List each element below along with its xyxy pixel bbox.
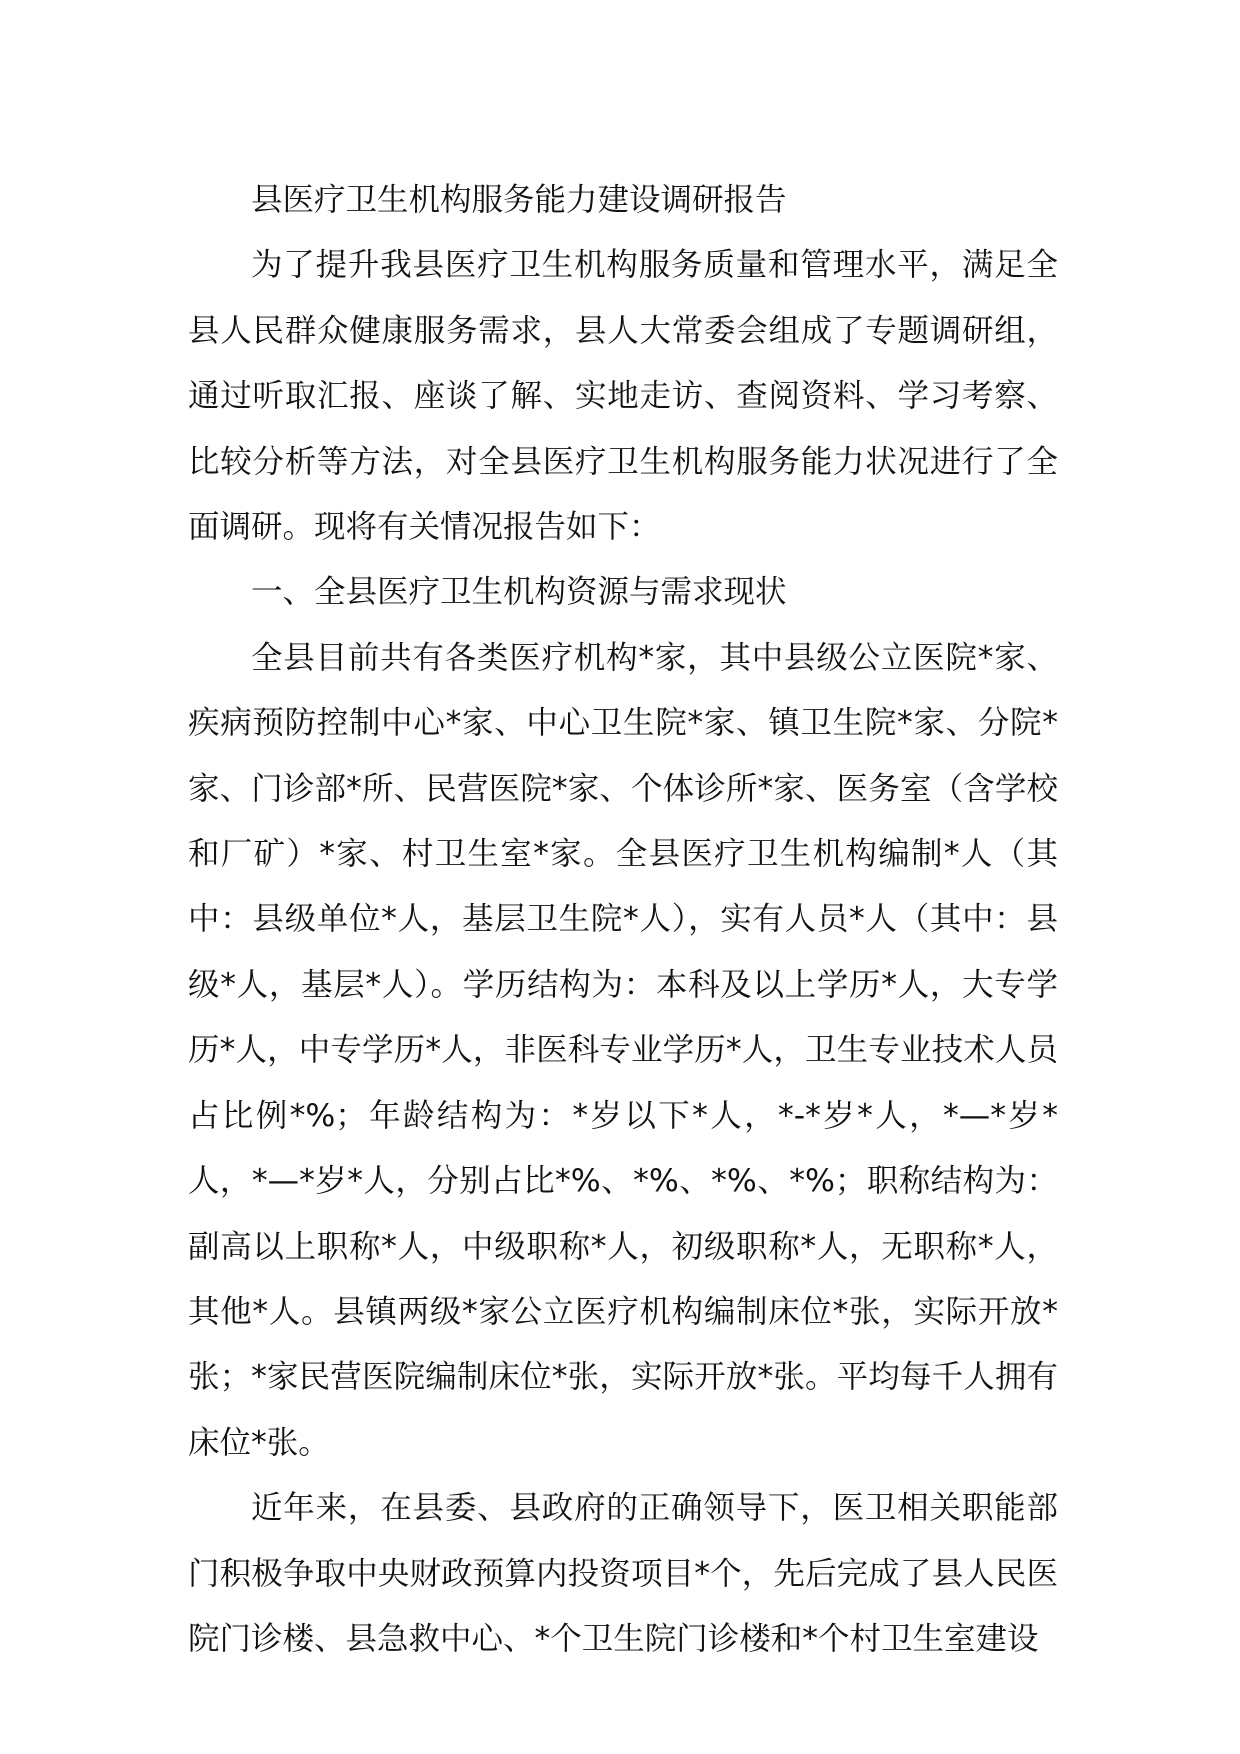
- investment-paragraph: 近年来，在县委、县政府的正确领导下，医卫相关职能部门积极争取中央财政预算内投资项目*个，先后完成了县人民医院门诊楼、县急救中心、*个卫生院门诊楼和*个村卫生室建设: [188, 1490, 1058, 1657]
- section-heading: 一、全县医疗卫生机构资源与需求现状: [251, 574, 787, 611]
- document-title: 县医疗卫生机构服务能力建设调研报告: [251, 182, 787, 218]
- intro-paragraph: 为了提升我县医疗卫生机构服务质量和管理水平，满足全县人民群众健康服务需求，县人大常委会组成了专题调研组，通过听取汇报、座谈了解、实地走访、查阅资料、学习考察、比较分析等方法，对全县医疗卫生机构服务能力状况进行了全面调研。现将有关情况报告如下：: [188, 247, 1058, 546]
- document-body: [188, 168, 1058, 1672]
- resources-paragraph: 全县目前共有各类医疗机构*家，其中县级公立医院*家、疾病预防控制中心*家、中心卫生院*家、镇卫生院*家、分院*家、门诊部*所、民营医院*家、个体诊所*家、医务室（含学校和厂矿）*家、村卫生室*家。全县医疗卫生机构编制*人（其中：县级单位*人，基层卫生院*人），实有人员*人（其中：县级*人，基层*人）。学历结构为：本科及以上学历*人，大专学历*人，中专学历*人，非医科专业学历*人，卫生专业技术人员占比例*%；年龄结构为：*岁以下*人，*-*岁*人，*—*岁*人，*—*岁*人，分别占比*%、*%、*%、*%；职称结构为：副高以上职称*人，中级职称*人，初级职称*人，无职称*人，其他*人。县镇两级*家公立医疗机构编制床位*张，实际开放*张；*家民营医院编制床位*张，实际开放*张。平均每千人拥有床位*张。: [188, 639, 1058, 1461]
